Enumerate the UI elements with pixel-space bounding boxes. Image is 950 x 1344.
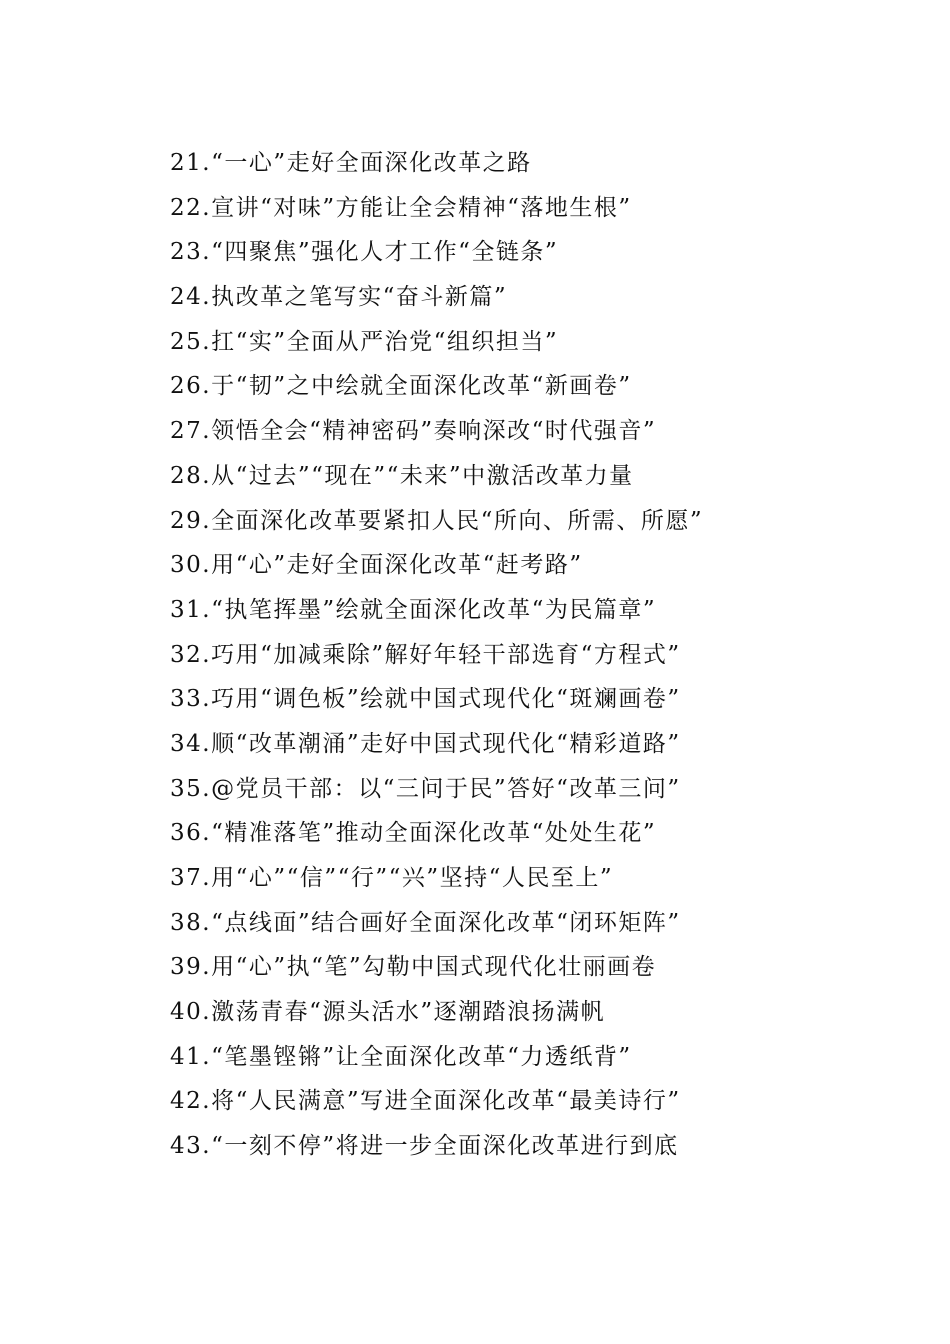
list-item: 37.用“心”“信”“行”“兴”坚持“人民至上”	[170, 865, 614, 891]
list-item: 27.领悟全会“精神密码”奏响深改“时代强音”	[170, 418, 657, 445]
list-item: 39.用“心”执“笔”勾勒中国式现代化壮丽画卷	[170, 954, 657, 981]
list-item: 43.“一刻不停”将进一步全面深化改革进行到底	[170, 1133, 679, 1160]
list-item: 36.“精准落笔”推动全面深化改革“处处生花”	[170, 820, 657, 847]
list-item: 41.“笔墨铿锵”让全面深化改革“力透纸背”	[170, 1043, 632, 1070]
list-item: 26.于“韧”之中绘就全面深化改革“新画卷”	[170, 373, 632, 400]
list-item: 22.宣讲“对味”方能让全会精神“落地生根”	[170, 194, 632, 221]
list-item: 40.激荡青春“源头活水”逐潮踏浪扬满帆	[170, 999, 606, 1026]
list-item: 35.@党员干部：以“三问于民”答好“改革三问”	[170, 775, 681, 802]
title-list	[170, 141, 703, 1169]
list-item: 34.顺“改革潮涌”走好中国式现代化“精彩道路”	[170, 730, 681, 757]
list-item: 23.“四聚焦”强化人才工作“全链条”	[170, 239, 559, 266]
list-item: 28.从“过去”“现在”“未来”中激活改革力量	[170, 462, 634, 489]
list-item: 42.将“人民满意”写进全面深化改革“最美诗行”	[170, 1088, 681, 1115]
list-item: 30.用“心”走好全面深化改革“赶考路”	[170, 552, 583, 579]
list-item: 25.扛“实”全面从严治党“组织担当”	[170, 328, 559, 355]
list-item: 29.全面深化改革要紧扣人民“所向、所需、所愿”	[170, 507, 704, 534]
list-item: 31.“执笔挥墨”绘就全面深化改革“为民篇章”	[170, 596, 657, 623]
list-item: 32.巧用“加减乘除”解好年轻干部选育“方程式”	[170, 641, 681, 668]
list-item: 21.“一心”走好全面深化改革之路	[170, 150, 532, 176]
list-item: 38.“点线面”结合画好全面深化改革“闭环矩阵”	[170, 909, 681, 936]
list-item: 24.执改革之笔写实“奋斗新篇”	[170, 284, 508, 311]
list-item: 33.巧用“调色板”绘就中国式现代化“斑斓画卷”	[170, 686, 681, 713]
